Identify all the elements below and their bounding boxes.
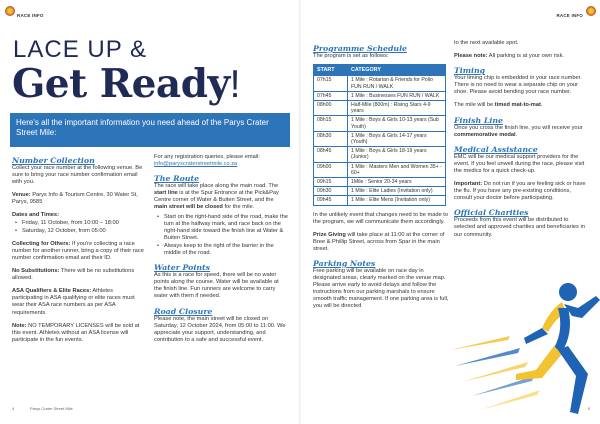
prize-text: will take place at 11:00 at the corner of Bree & Phillip Street, across from Spar in the main street. (313, 231, 445, 252)
route-text-3: for the mile. (222, 204, 255, 211)
start-cell: 09h45 (314, 196, 348, 205)
footer-text-left: Parys Crater Street Mile (30, 406, 73, 411)
charities-heading: Official Charities (454, 208, 529, 218)
start-cell: 08h00 (314, 100, 348, 115)
queries-text: For any registration queries, please email: (154, 154, 260, 160)
parking-note-label: Please note: (454, 53, 488, 60)
start-cell: 08h15 (314, 116, 348, 131)
timed-bold: timed mat-to-mat (494, 102, 541, 109)
table-row (314, 131, 446, 146)
column-header-category: CATEGORY (348, 65, 446, 76)
parking-note-paragraph (454, 53, 588, 60)
important-paragraph (454, 181, 588, 202)
page-number-right: 5 (587, 406, 590, 411)
prize-label: Prize Giving (313, 231, 346, 238)
timing-text: Your timing chip is embedded in your race number. There is no need to wear a separate chip on your shoe. Please avoid bending your race number. (454, 75, 582, 96)
timing-heading: Timing (454, 66, 486, 76)
queries-paragraph (154, 154, 288, 168)
table-row (314, 116, 446, 131)
route-item: • Start on the right-hand side of the road, make the turn at the halfway mark, and race back on the right-hand side toward the finish line at Water & Buiten Street. (159, 214, 288, 242)
substitutions-label: No Substitutions: (12, 268, 60, 275)
header-label-right: RACE INFO (556, 13, 583, 18)
number-collection-intro: Collect your race number at the following venue. Be sure to bring your race number confirmation email with you. (12, 165, 143, 186)
note-label: Note: (12, 322, 27, 329)
route-list (154, 214, 288, 258)
dates-list (12, 220, 144, 235)
table-row (314, 162, 446, 177)
venue-text: Parys Info & Tourism Centre, 30 Water St, Parys, 9585 (12, 192, 138, 206)
medical-text: EMC will be our medical support providers for the event. If you feel unwell during the race, please visit the medics for a quick check-up. (454, 153, 585, 174)
route-text-1: The race will take place along the main road. The (154, 183, 279, 190)
category-cell: 1 Mile : Elite Ladies (Invitation only) (348, 187, 446, 196)
event-logo-icon (5, 6, 15, 16)
category-cell: 1 Mile : Elite Mens (Invitation only) (348, 196, 446, 205)
route-heading: The Route (154, 174, 200, 184)
table-row (314, 147, 446, 162)
collecting-text: If you're collecting a race number for another runner, bring a copy of their race number confirmation email and their ID. (12, 240, 144, 261)
venue-label: Venue: (12, 192, 31, 199)
page-number-left: 4 (12, 406, 15, 411)
prize-paragraph (313, 232, 451, 253)
start-cell: 09h00 (314, 162, 348, 177)
important-label: Important: (454, 181, 483, 188)
table-row (314, 177, 446, 186)
schedule-heading: Programme Schedule (313, 44, 408, 53)
timed-paragraph (454, 102, 588, 109)
route-item: • Always keep to the right of the barrier in the middle of the road. (159, 243, 288, 257)
table-row (314, 91, 446, 100)
charities-text: Proceeds from this event will be distributed to selected and approved charities and beneficiaries in our community. (454, 217, 585, 238)
category-cell: 1 Mile : Boys & Girls 10-13 years (Sub Youth) (348, 116, 446, 131)
runner-illustration (450, 278, 600, 424)
schedule-intro: The program is set as follows: (313, 53, 389, 59)
category-cell: 1Mile : Senior 20-34 years (348, 177, 446, 186)
parking-note-text: All parking is at your own risk. (487, 53, 565, 60)
header-label-left: RACE INFO (17, 13, 44, 18)
category-cell: 1 Mile : Businesses FUN RUN / WALK (348, 91, 446, 100)
dates-label: Dates and Times: (12, 212, 59, 219)
category-cell: Half-Mile (800m) : Rising Stars 4-9 years (348, 100, 446, 115)
road-closure-heading: Road Closure (154, 306, 213, 316)
start-cell: 08h45 (314, 147, 348, 162)
finish-bold: commemorative medal (454, 131, 516, 138)
start-cell: 07h15 (314, 76, 348, 91)
title-line-1: LACE UP & (13, 36, 147, 63)
route-paragraph (154, 183, 288, 211)
info-column (454, 40, 588, 245)
collecting-paragraph (12, 241, 144, 262)
schedule-table (313, 64, 446, 205)
timed-post: . (540, 102, 543, 109)
asa-paragraph (12, 288, 144, 316)
table-row (314, 187, 446, 196)
parking-continued: to the next available spot. (454, 40, 519, 46)
finish-line-heading: Finish Line (454, 115, 503, 125)
parking-text: Free parking will be available on race day in designated areas, clearly marked on the venue map. Please arrive early to avoid delays and follow the instructions from our parking marshals to ensure smooth traffic management. If one parking area is full, you will be directed (313, 268, 449, 310)
route-closed: main street will be closed (154, 204, 223, 211)
table-row (314, 76, 446, 91)
substitutions-paragraph (12, 268, 144, 282)
intro-banner: Here's all the important information you need ahead of the Parys Crater Street Mile: (10, 113, 290, 147)
category-cell: 1 Mile : Masters Men and Women 35+ - 60+ (348, 162, 446, 177)
start-cell: 09h15 (314, 177, 348, 186)
title-bang: ! (229, 63, 240, 106)
schedule-header-row (314, 65, 446, 76)
date-item: • Friday, 11 October, from 10:00 – 18:00 (17, 220, 144, 227)
table-row (314, 100, 446, 115)
finish-post: . (515, 131, 518, 138)
venue-paragraph (12, 192, 144, 206)
important-text: Do not run if you are feeling sick or have the flu. If you have any pre-existing conditions, consult your doctor before participating. (454, 181, 586, 202)
timed-pre: The mile will be (454, 102, 495, 109)
note-paragraph (12, 323, 144, 344)
asa-label: ASA Qualifiers & Elite Races: (12, 288, 92, 295)
parking-heading: Parking Notes (313, 259, 376, 269)
number-collection-column (12, 154, 144, 350)
note-text: NO TEMPORARY LICENSES will be sold at this event. Athletes without an ASA license will participate in the fun events. (12, 322, 140, 343)
title-main: Get Ready (12, 61, 230, 107)
category-cell: 1 Mile : Boys & Girls 18-19 years (Junior) (348, 147, 446, 162)
date-item: • Saturday, 12 October, from 05:00 (17, 228, 144, 235)
medical-heading: Medical Assistance (454, 144, 538, 154)
route-start-line: start line (154, 190, 178, 197)
asa-text: Athletes participating in ASA qualifying or elite races must wear their ASA race numbers as per ASA requirements. (12, 288, 135, 316)
finish-line-paragraph (454, 125, 588, 139)
water-points-heading: Water Points (154, 263, 210, 273)
road-closure-text: Please note, the main street will be closed on Saturday, 12 October 2024, from 05:00 to 11:00. We appreciate your support, understanding, and contribution to a safe and successful event. (154, 315, 286, 343)
start-cell: 07h45 (314, 91, 348, 100)
start-cell: 08h30 (314, 131, 348, 146)
finish-pre: Once you cross the finish line, you will receive your (454, 124, 583, 131)
substitutions-text: There will be no substitutions allowed. (12, 268, 135, 282)
table-row (314, 196, 446, 205)
title-line-2 (12, 61, 240, 107)
route-column (154, 154, 288, 350)
category-cell: 1 Mile : Rotarian & Friends for Polio FUN RUN / WALK (348, 76, 446, 91)
queries-email-link[interactable]: info@paryscraterstreetmile.co.za (154, 161, 238, 168)
water-points-text: As this is a race for speed, there will be no water points along the course. Water will be available at the finish line. Fun runners are welcome to carry water with them if needed. (154, 272, 279, 300)
start-cell: 09h30 (314, 187, 348, 196)
route-text-2: is at the Spur Entrance at the Pick&Pay Centre corner of Water & Buiten Street, and the (154, 190, 279, 204)
schedule-changes-text: In the unlikely event that changes need to be made to the program, we will communicate them accordingly. (313, 211, 449, 225)
number-collection-heading: Number Collection (12, 156, 95, 165)
schedule-column (313, 42, 451, 317)
column-header-start: START (314, 65, 348, 76)
event-logo-icon (586, 6, 596, 16)
collecting-label: Collecting for Others: (12, 240, 71, 247)
right-page (300, 0, 600, 424)
category-cell: 1 Mile : Boys & Girls 14-17 years (Youth) (348, 131, 446, 146)
